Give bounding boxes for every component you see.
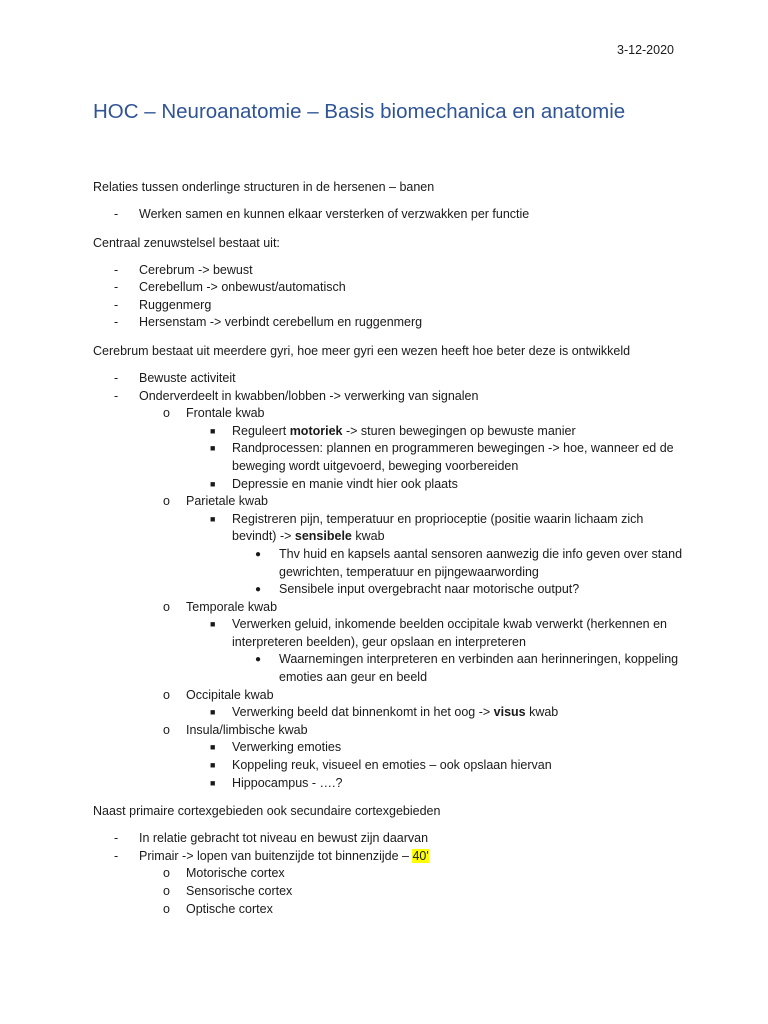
dot-bullet-icon: ● [255, 548, 262, 560]
list-cerebrum [93, 370, 683, 792]
paragraph-cortex: Naast primaire cortexgebieden ook secundaire cortexgebieden [93, 804, 441, 819]
dash-bullet-icon: - [114, 831, 119, 846]
list-item-frontal: o Frontale kwab [93, 405, 683, 423]
paragraph-relations: Relaties tussen onderlinge structuren in de hersenen – banen [93, 180, 435, 194]
list-relations [93, 206, 683, 224]
highlighted-text: 40' [412, 848, 429, 863]
dot-bullet-icon: ● [255, 584, 262, 596]
paragraph-cerebrum: Cerebrum bestaat uit meerdere gyri, hoe meer gyri een wezen heeft hoe beter deze is ontwikkeld [93, 343, 631, 358]
list-item: ■ Koppeling reuk, visueel en emoties – ook opslaan hiervan [93, 757, 683, 775]
list-item-parietal: o Parietale kwab [93, 493, 683, 511]
list-item: o Optische cortex [93, 901, 683, 919]
list-item: - Bewuste activiteit [93, 370, 683, 388]
list-item: - Hersenstam -> verbindt cerebellum en ruggenmerg [93, 314, 683, 332]
list-item: ● Thv huid en kapsels aantal sensoren aanwezig die info geven over stand gewrichten, temperatuur en pijngewaarwording [255, 546, 683, 579]
list-item: - In relatie gebracht tot niveau en bewust zijn daarvan [93, 830, 683, 848]
square-bullet-icon: ■ [210, 513, 216, 524]
list-cortex [93, 830, 683, 918]
list-cns [93, 262, 683, 332]
square-bullet-icon: ■ [210, 760, 216, 771]
square-bullet-icon: ■ [210, 742, 216, 753]
square-bullet-icon: ■ [210, 425, 216, 436]
dot-bullet-icon: ● [255, 654, 262, 666]
list-item: o Sensorische cortex [93, 883, 683, 901]
list-item-occipital: o Occipitale kwab [93, 687, 683, 705]
list-item: ■ Reguleert motoriek -> sturen bewegingen op bewuste manier [93, 423, 683, 441]
list-item: - Primair -> lopen van buitenzijde tot binnenzijde – 40' [93, 848, 683, 866]
list-item: ■ Hippocampus - ….? [93, 775, 683, 793]
circle-bullet-icon: o [163, 901, 170, 916]
dash-bullet-icon: - [114, 848, 119, 863]
list-item: o Motorische cortex [93, 865, 683, 883]
circle-bullet-icon: o [163, 884, 170, 898]
list-item: ● Sensibele input overgebracht naar motorische output? [93, 581, 683, 599]
square-bullet-icon: ■ [210, 619, 216, 630]
circle-bullet-icon: o [163, 406, 170, 421]
list-item: ■ Verwerking beeld dat binnenkomt in het oog -> visus kwab [93, 704, 683, 722]
list-item: ■ Randprocessen: plannen en programmeren bewegingen -> hoe, wanneer ed de beweging wordt uitgevoerd, beweging voorbereiden [210, 441, 674, 473]
dash-bullet-icon: - [114, 315, 119, 330]
dash-bullet-icon: - [114, 207, 119, 221]
circle-bullet-icon: o [163, 687, 170, 702]
list-item: - Cerebrum -> bewust [93, 262, 683, 280]
list-item: - Ruggenmerg [93, 297, 683, 315]
square-bullet-icon: ■ [210, 478, 216, 489]
dash-bullet-icon: - [114, 388, 119, 403]
dash-bullet-icon: - [114, 280, 119, 295]
circle-bullet-icon: o [163, 722, 170, 737]
list-item: ■ Depressie en manie vindt hier ook plaats [93, 476, 683, 494]
square-bullet-icon: ■ [210, 707, 216, 718]
list-item: - Onderverdeelt in kwabben/lobben -> verwerking van signalen [93, 388, 683, 406]
square-bullet-icon: ■ [210, 443, 216, 454]
dash-bullet-icon: - [114, 370, 119, 385]
list-item: - Werken samen en kunnen elkaar versterken of verzwakken per functie [93, 206, 683, 224]
list-item: ■ Verwerking emoties [93, 739, 683, 757]
document-body [93, 178, 683, 928]
list-item-insula: o Insula/limbische kwab [93, 722, 683, 740]
dash-bullet-icon: - [114, 262, 119, 277]
circle-bullet-icon: o [163, 599, 170, 614]
list-item: ■ Registreren pijn, temperatuur en proprioceptie (positie waarin lichaam zich bevindt) -> sensibele kwab [210, 511, 644, 544]
circle-bullet-icon: o [163, 866, 170, 881]
dash-bullet-icon: - [114, 297, 119, 312]
square-bullet-icon: ■ [210, 777, 216, 788]
document-title: HOC – Neuroanatomie – Basis biomechanica en anatomie [93, 100, 626, 123]
list-item: ■ Verwerken geluid, inkomende beelden occipitale kwab verwerkt (herkennen en interpreteren beelden), geur opslaan en interpreteren [210, 617, 667, 649]
paragraph-cns: Centraal zenuwstelsel bestaat uit: [93, 235, 280, 250]
circle-bullet-icon: o [163, 494, 170, 509]
list-item: ● Waarnemingen interpreteren en verbinden aan herinneringen, koppeling emoties aan geur en beeld [255, 652, 679, 685]
list-item-temporal: o Temporale kwab [93, 599, 683, 617]
list-item: - Cerebellum -> onbewust/automatisch [93, 279, 683, 297]
document-date: 3-12-2020 [617, 43, 674, 57]
